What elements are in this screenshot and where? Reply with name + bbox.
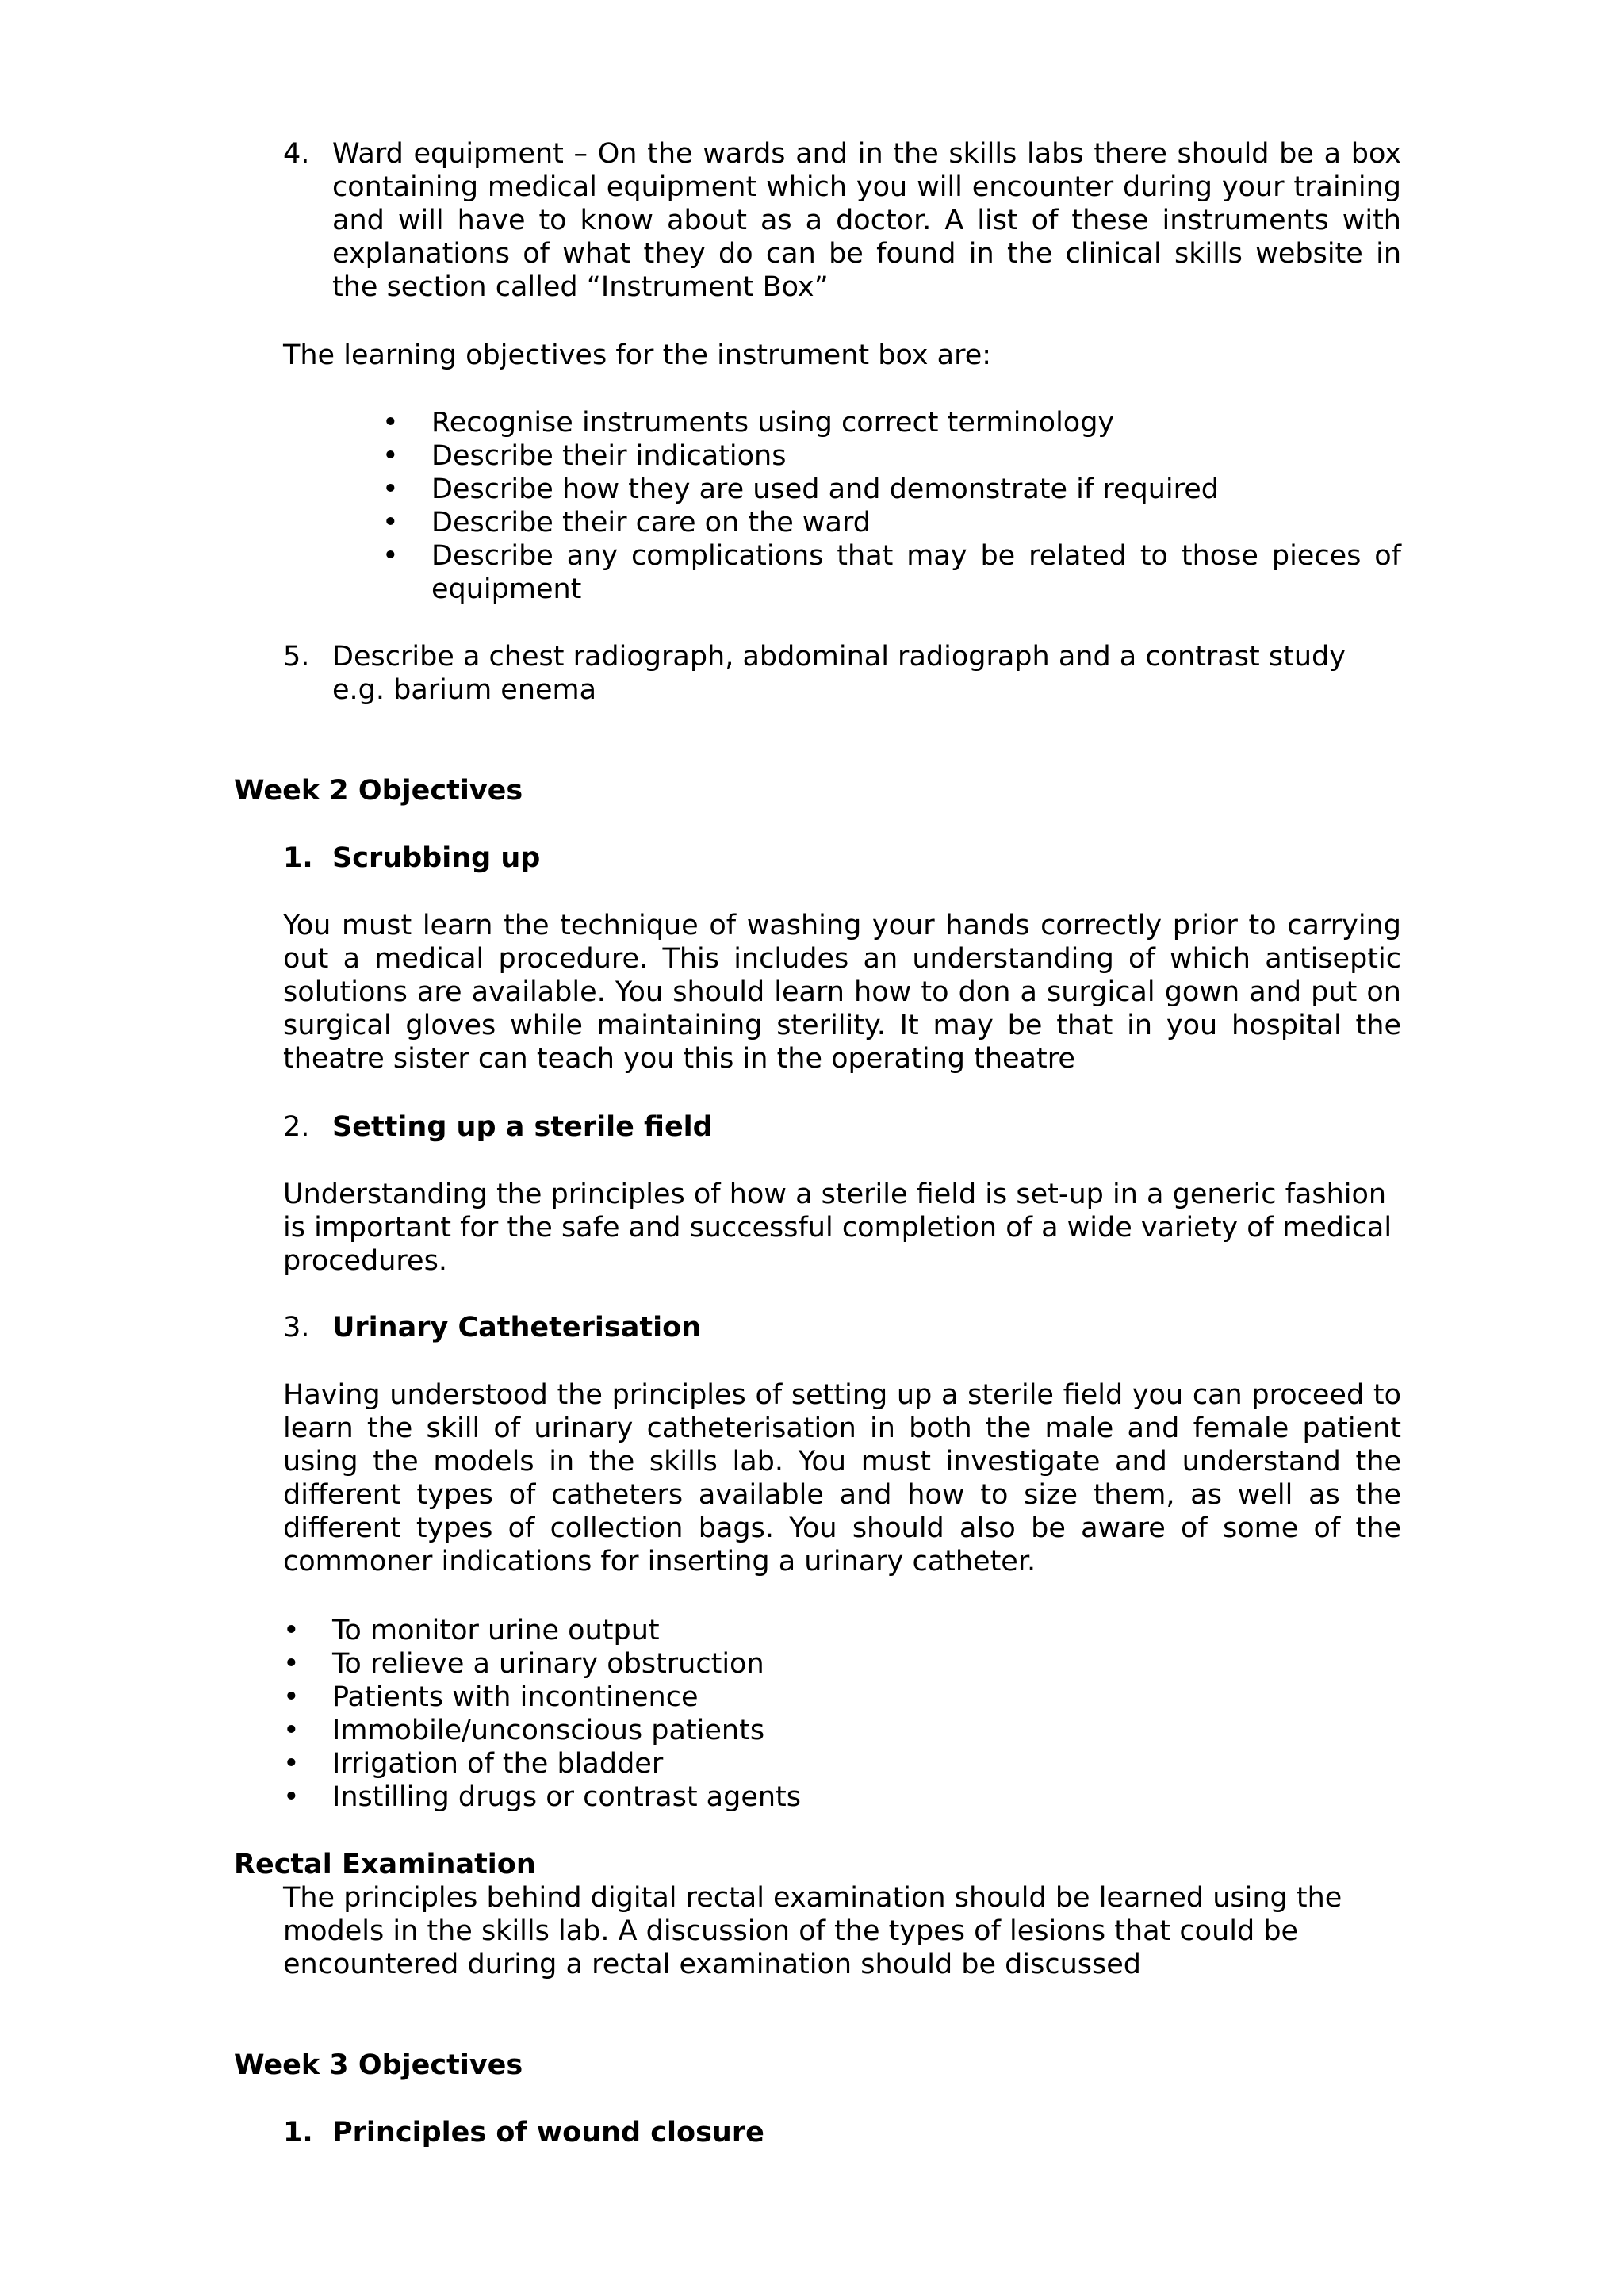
bullet-icon: • [283,1681,300,1713]
bullet-icon: • [382,473,399,505]
bullet-icon: • [382,540,399,572]
section-title: Principles of wound closure [332,2117,764,2148]
list-number: 5. [283,641,310,673]
bullet-text: Describe any complications that may be related to those pieces of equipment [431,540,1401,605]
section-title: Scrubbing up [332,842,541,874]
bullet-text: Describe their indications [431,440,787,472]
instrument-objectives-intro: The learning objectives for the instrument box are: [283,339,992,371]
bullet-text: Describe how they are used and demonstrate if required [431,473,1220,505]
paragraph-rectal-examination: The principles behind digital rectal examination should be learned using the models in the skills lab. A discussion of the types of lesions that could be encountered during a rectal examination should be discussed [283,1882,1342,1980]
section-title: Urinary Catheterisation [332,1312,702,1343]
bullet-icon: • [382,507,399,539]
bullet-icon: • [283,1715,300,1746]
section-title: Setting up a sterile field [332,1111,713,1143]
paragraph-radiograph: Describe a chest radiograph, abdominal radiograph and a contrast study e.g. barium enema [332,641,1346,706]
bullet-icon: • [382,440,399,472]
list-number: 3. [283,1312,310,1343]
bullet-text: To monitor urine output [332,1615,660,1646]
week-2-heading: Week 2 Objectives [234,775,523,807]
paragraph-urinary-catheterisation: Having understood the principles of setting up a sterile field you can proceed to learn the skill of urinary catheterisation in both the male and female patient using the models in the skills lab. You must investigate and understand the different types of catheters available and how to size them, as well as the different types of collection bags. You should also be aware of some of the commoner indications for inserting a urinary catheter. [283,1379,1401,1577]
bullet-text: Recognise instruments using correct terminology [431,407,1115,439]
bullet-icon: • [382,407,399,439]
paragraph-ward-equipment: Ward equipment – On the wards and in the skills labs there should be a box containing medical equipment which you will encounter during your training and will have to know about as a doctor. A list of these instruments with explanations of what they do can be found in the clinical skills website in the section called “Instrument Box” [332,138,1401,303]
week-3-heading: Week 3 Objectives [234,2049,523,2081]
bullet-text: Patients with incontinence [332,1681,699,1713]
bullet-text: Describe their care on the ward [431,507,871,539]
bullet-icon: • [283,1781,300,1813]
bullet-icon: • [283,1748,300,1780]
paragraph-scrubbing-up: You must learn the technique of washing your hands correctly prior to carrying out a medical procedure. This includes an understanding of which antiseptic solutions are available. You should learn how to don a surgical gown and put on surgical gloves while maintaining sterility. It may be that in you hospital the theatre sister can teach you this in the operating theatre [283,910,1401,1075]
list-number: 4. [283,138,310,170]
list-number: 2. [283,1111,310,1143]
paragraph-sterile-field: Understanding the principles of how a sterile field is set-up in a generic fashion is important for the safe and successful completion of a wide variety of medical procedures. [283,1179,1392,1277]
list-number: 1. [283,2117,313,2148]
bullet-text: Instilling drugs or contrast agents [332,1781,802,1813]
bullet-text: Immobile/unconscious patients [332,1715,765,1746]
bullet-text: To relieve a urinary obstruction [332,1648,764,1680]
list-number: 1. [283,842,313,874]
bullet-icon: • [283,1648,300,1680]
bullet-icon: • [283,1615,300,1646]
rectal-examination-heading: Rectal Examination [234,1849,536,1880]
bullet-text: Irrigation of the bladder [332,1748,664,1780]
